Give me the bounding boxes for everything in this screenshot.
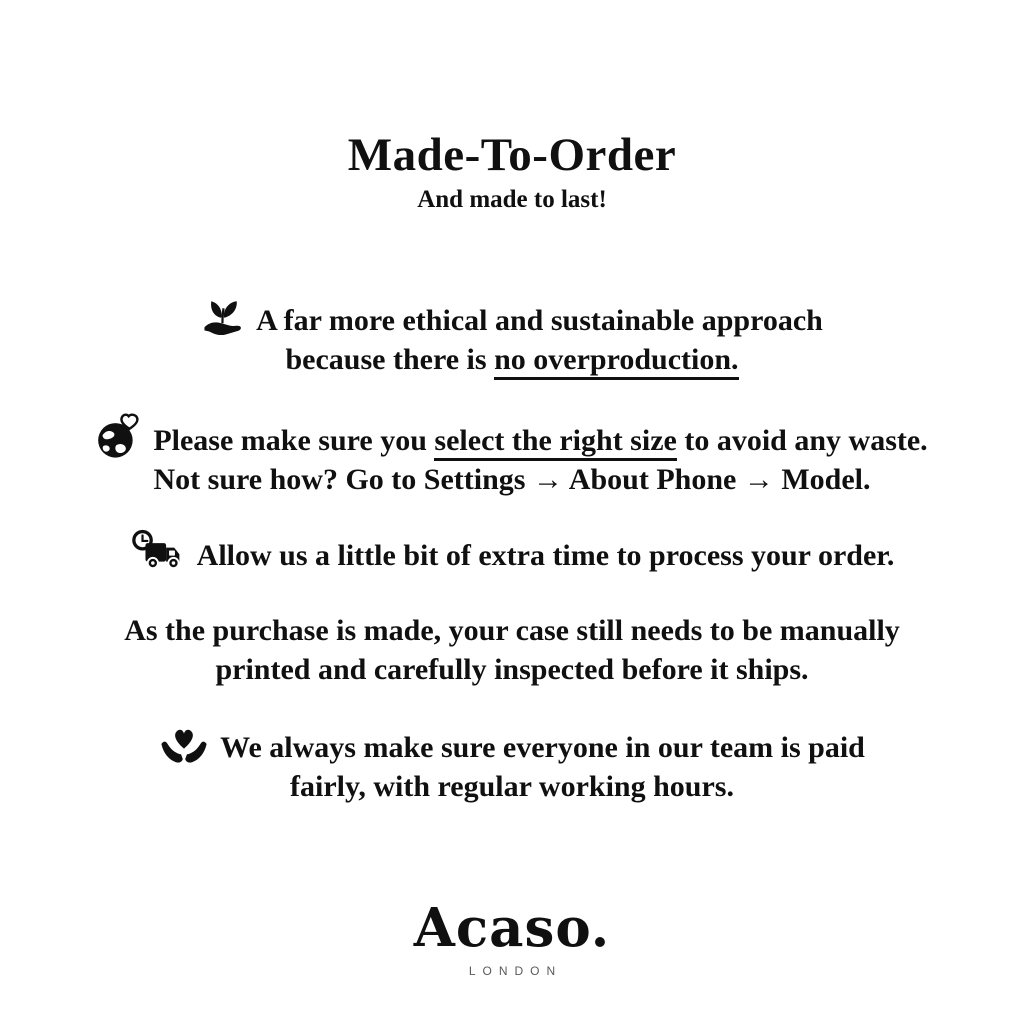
paragraph-fair-pay (0, 721, 1024, 806)
paragraph-fair-pay-line2: fairly, with regular working hours. (290, 770, 734, 804)
paragraph-size (0, 412, 1024, 499)
paragraph-fair-pay-line1 (0, 721, 1024, 767)
footer-brand-block (0, 897, 1024, 979)
paragraph-processing-line1 (0, 529, 1024, 575)
paragraph-ethical-line2 (0, 340, 1024, 379)
paragraph-processing-text: Allow us a little bit of extra time to process your order. (196, 539, 895, 573)
paragraph-size-line1 (0, 412, 1024, 460)
paragraph-processing (0, 529, 1024, 575)
brand-logo: Acaso. (413, 897, 611, 960)
paragraph-ethical (0, 294, 1024, 379)
paragraph-ethical-text-line1: A far more ethical and sustainable approach (256, 304, 823, 338)
select-right-size-underlined: select the right size (434, 424, 676, 461)
page-subtitle: And made to last! (417, 185, 607, 213)
paragraph-size-line2: Not sure how? Go to Settings → About Phone → Model. (153, 463, 871, 497)
page-title: Made-To-Order (347, 129, 677, 181)
paragraph-manual-line1: As the purchase is made, your case still needs to be manually (124, 614, 900, 648)
paragraph-ethical-line1 (0, 294, 1024, 340)
paragraph-manual (0, 611, 1024, 689)
paragraph-ethical-text-line2-prefix: because there is (285, 343, 495, 377)
paragraph-size-text-line1-suffix: to avoid any waste. (676, 424, 928, 458)
paragraph-manual-line2: printed and carefully inspected before it ships. (215, 653, 809, 687)
hands-holding-heart-icon (159, 721, 209, 767)
seedling-in-hand-icon (201, 294, 245, 340)
no-overproduction-underlined: no overproduction. (494, 343, 738, 380)
brand-location: LONDON (468, 964, 563, 979)
paragraph-size-text-line1-prefix: Please make sure you (153, 424, 435, 458)
earth-with-heart-icon (96, 412, 142, 460)
delivery-truck-clock-icon (130, 529, 186, 575)
paragraph-fair-pay-text-line1: We always make sure everyone in our team is paid (220, 731, 865, 765)
